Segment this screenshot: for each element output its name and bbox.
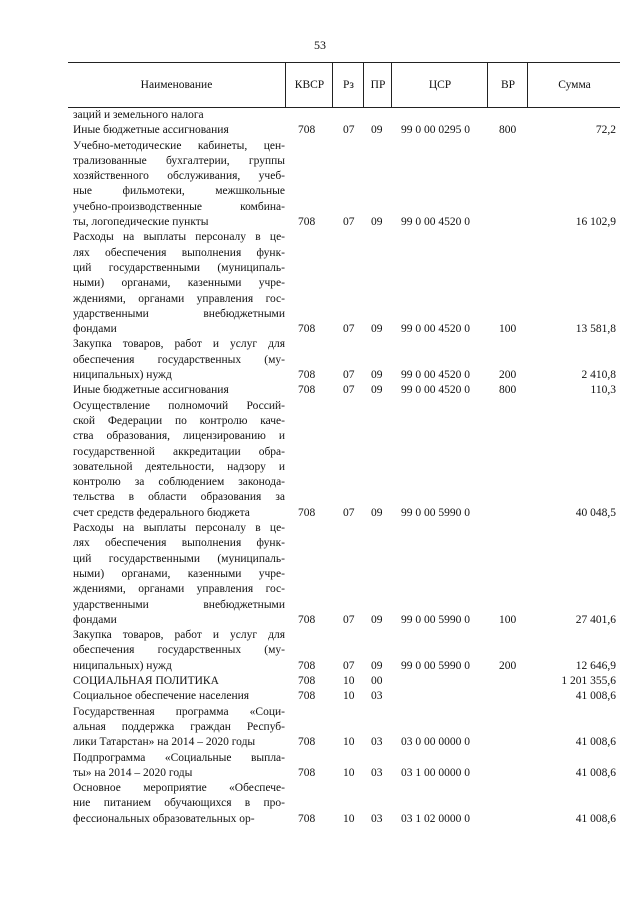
row-name-line: лях обеспечения выполнения функ- (73, 246, 285, 259)
cell-rz: 07 (343, 369, 355, 382)
row-name-line: Социальное обеспечение населения (73, 690, 250, 703)
table-row (0, 781, 640, 827)
cell-csr: 03 1 00 0000 0 (401, 766, 470, 779)
row-name (73, 399, 285, 521)
cell-sum: 27 401,6 (575, 613, 616, 626)
cell-sum: 41 008,6 (575, 736, 616, 749)
row-name-line: Закупка товаров, работ и услуг для (73, 629, 285, 642)
row-name-line: Иные бюджетные ассигнования (73, 384, 229, 397)
cell-csr: 03 0 00 0000 0 (401, 736, 470, 749)
table-body (0, 108, 640, 827)
cell-rz: 07 (343, 216, 355, 229)
row-name (73, 230, 285, 337)
row-name-line: альная поддержка граждан Респуб- (73, 720, 285, 733)
cell-rz: 07 (343, 323, 355, 336)
row-name (73, 751, 285, 782)
header-vr: ВР (487, 63, 528, 107)
cell-kvsr: 708 (298, 124, 316, 137)
row-name-line: ными) органами, казенными учре- (73, 567, 285, 580)
table-row (0, 628, 640, 674)
cell-csr: 99 0 00 0295 0 (401, 124, 470, 137)
cell-sum: 13 581,8 (575, 323, 616, 336)
table-row (0, 751, 640, 782)
row-name-line: тельства в области образования за (73, 491, 285, 504)
cell-rz: 07 (343, 384, 355, 397)
row-name-line: зовательной деятельности, надзору и (73, 460, 285, 473)
cell-kvsr: 708 (298, 369, 316, 382)
header-kvsr: КВСР (285, 63, 333, 107)
cell-pr: 03 (371, 690, 383, 703)
row-name-line: ниципальных) нужд (73, 659, 172, 672)
cell-sum: 16 102,9 (575, 216, 616, 229)
row-name-line: учебно-производственные комбина- (73, 200, 285, 213)
cell-sum: 41 008,6 (575, 690, 616, 703)
row-name (73, 383, 285, 398)
row-name-line: ций государственными (муниципаль- (73, 261, 285, 274)
cell-sum: 110,3 (590, 384, 616, 397)
cell-kvsr: 708 (298, 690, 316, 703)
cell-vr: 800 (499, 124, 517, 137)
cell-vr: 200 (499, 659, 517, 672)
cell-vr: 200 (499, 369, 517, 382)
cell-kvsr: 708 (298, 675, 316, 688)
row-name-line: обеспечения государственных (му- (73, 644, 285, 657)
cell-rz: 10 (343, 690, 355, 703)
row-name-line: Основное мероприятие «Обеспече- (73, 782, 285, 795)
cell-sum: 41 008,6 (575, 766, 616, 779)
cell-rz: 07 (343, 124, 355, 137)
cell-csr: 99 0 00 5990 0 (401, 659, 470, 672)
row-name-line: ства образования, лицензированию и (73, 430, 285, 443)
header-rz: Рз (332, 63, 364, 107)
cell-pr: 03 (371, 766, 383, 779)
cell-rz: 07 (343, 659, 355, 672)
row-name-line: ударственными внебюджетными (73, 598, 285, 611)
row-name-line: государственной аккредитации обра- (73, 445, 285, 458)
row-name-line: Расходы на выплаты персоналу в це- (73, 522, 285, 535)
cell-csr: 99 0 00 4520 0 (401, 369, 470, 382)
row-name-line: фондами (73, 323, 117, 336)
row-name (73, 689, 285, 704)
row-name-line: ты» на 2014 – 2020 годы (73, 766, 193, 779)
cell-pr: 00 (371, 675, 383, 688)
header-pr: ПР (363, 63, 392, 107)
cell-rz: 10 (343, 736, 355, 749)
cell-csr: 99 0 00 5990 0 (401, 506, 470, 519)
row-name-line: обеспечения государственных (му- (73, 353, 285, 366)
row-name-line: контролю за соблюдением законода- (73, 476, 285, 489)
row-name-line: хозяйственного обслуживания, учеб- (73, 170, 285, 183)
row-name-line: ты, логопедические пункты (73, 216, 209, 229)
row-name-line: фондами (73, 613, 117, 626)
table-row (0, 521, 640, 628)
header-name: Наименование (140, 79, 213, 91)
row-name-line: ций государственными (муниципаль- (73, 552, 285, 565)
row-name-line: лики Татарстан» на 2014 – 2020 годы (73, 736, 256, 749)
cell-kvsr: 708 (298, 216, 316, 229)
cell-kvsr: 708 (298, 613, 316, 626)
cell-sum: 41 008,6 (575, 812, 616, 825)
table-row (0, 123, 640, 138)
table-row (0, 399, 640, 521)
row-name (73, 337, 285, 383)
row-name (73, 108, 285, 123)
table-row (0, 705, 640, 751)
cell-kvsr: 708 (298, 812, 316, 825)
cell-rz: 10 (343, 675, 355, 688)
row-name (73, 521, 285, 628)
cell-csr: 99 0 00 4520 0 (401, 216, 470, 229)
row-name-line: ными) органами, казенными учре- (73, 277, 285, 290)
page-number: 53 (314, 38, 326, 52)
cell-pr: 09 (371, 369, 383, 382)
table-row (0, 674, 640, 689)
row-name-line: Осуществление полномочий Россий- (73, 399, 285, 412)
cell-pr: 09 (371, 323, 383, 336)
cell-kvsr: 708 (298, 766, 316, 779)
table-row (0, 383, 640, 398)
row-name (73, 139, 285, 231)
row-name-line: ждениями, органами управления гос- (73, 292, 285, 305)
cell-pr: 09 (371, 613, 383, 626)
cell-rz: 10 (343, 766, 355, 779)
cell-sum: 12 646,9 (575, 659, 616, 672)
row-name-line: ской Федерации по контролю каче- (73, 414, 285, 427)
row-name-line: лях обеспечения выполнения функ- (73, 537, 285, 550)
cell-sum: 1 201 355,6 (561, 675, 616, 688)
table-row (0, 337, 640, 383)
row-name (73, 123, 285, 138)
table-row (0, 689, 640, 704)
table-row (0, 139, 640, 231)
row-name-line: трализованные бухгалтерии, группы (73, 154, 285, 167)
cell-kvsr: 708 (298, 506, 316, 519)
row-name-line: СОЦИАЛЬНАЯ ПОЛИТИКА (73, 675, 219, 688)
row-name-line: Государственная программа «Соци- (73, 705, 285, 718)
cell-csr: 03 1 02 0000 0 (401, 812, 470, 825)
row-name-line: заций и земельного налога (73, 109, 204, 121)
header-sum: Сумма (527, 63, 621, 107)
row-name-line: ждениями, органами управления гос- (73, 583, 285, 596)
row-name-line: Подпрограмма «Социальные выпла- (73, 751, 285, 764)
row-name-line: Расходы на выплаты персоналу в це- (73, 231, 285, 244)
cell-pr: 09 (371, 216, 383, 229)
cell-sum: 40 048,5 (575, 506, 616, 519)
cell-rz: 07 (343, 506, 355, 519)
cell-kvsr: 708 (298, 659, 316, 672)
row-name-line: фессиональных образовательных ор- (73, 812, 255, 825)
row-name (73, 674, 285, 689)
cell-pr: 09 (371, 384, 383, 397)
cell-csr: 99 0 00 5990 0 (401, 613, 470, 626)
cell-kvsr: 708 (298, 736, 316, 749)
row-name (73, 705, 285, 751)
row-name-line: ные фильмотеки, межшкольные (73, 185, 285, 198)
row-name-line: ниципальных) нужд (73, 369, 172, 382)
cell-pr: 09 (371, 506, 383, 519)
cell-csr: 99 0 00 4520 0 (401, 323, 470, 336)
cell-csr: 99 0 00 4520 0 (401, 384, 470, 397)
row-name-line: Иные бюджетные ассигнования (73, 124, 229, 137)
cell-pr: 09 (371, 659, 383, 672)
header-csr: ЦСР (391, 63, 488, 107)
cell-pr: 03 (371, 736, 383, 749)
table-row (0, 108, 640, 123)
table-header (68, 62, 620, 108)
row-name-line: ние питанием обучающихся в про- (73, 797, 285, 810)
cell-rz: 10 (343, 812, 355, 825)
cell-rz: 07 (343, 613, 355, 626)
cell-vr: 100 (499, 323, 517, 336)
row-name-line: Учебно-методические кабинеты, цен- (73, 139, 285, 152)
cell-pr: 03 (371, 812, 383, 825)
cell-kvsr: 708 (298, 323, 316, 336)
cell-pr: 09 (371, 124, 383, 137)
cell-vr: 800 (499, 384, 517, 397)
row-name-line: Закупка товаров, работ и услуг для (73, 338, 285, 351)
cell-kvsr: 708 (298, 384, 316, 397)
cell-vr: 100 (499, 613, 517, 626)
row-name (73, 628, 285, 674)
row-name-line: счет средств федерального бюджета (73, 506, 250, 519)
row-name-line: ударственными внебюджетными (73, 307, 285, 320)
row-name (73, 781, 285, 827)
cell-sum: 2 410,8 (581, 369, 616, 382)
cell-sum: 72,2 (595, 124, 616, 137)
table-row (0, 230, 640, 337)
